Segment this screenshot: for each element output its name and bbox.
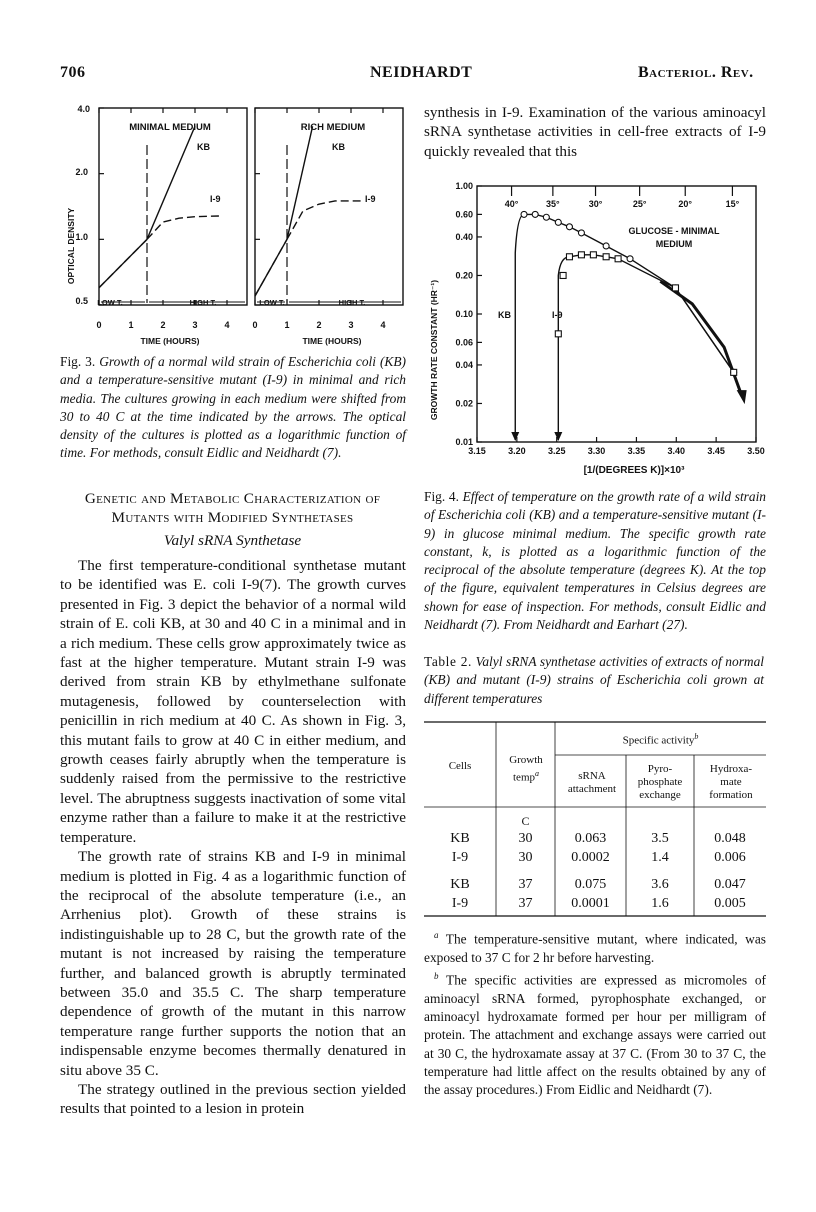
fig4-i9-point [590, 252, 596, 258]
fig4-x-axis-label: [1/(DEGREES K)]×10³ [583, 465, 685, 476]
fig3-x-tick-label: 1 [128, 320, 134, 330]
fig4-kb-point [521, 211, 527, 217]
fig4-series-i9-line [558, 255, 733, 440]
fig4-y-tick-label: 0.10 [455, 309, 473, 319]
fig4-top-tick-label: 25° [632, 199, 647, 209]
fig4-i9-point [731, 369, 737, 375]
fig4-y-tick-label: 0.04 [455, 359, 473, 370]
fig3-y-tick-label: 1.0 [75, 232, 88, 242]
subsection-heading: Valyl sRNA Synthetase [163, 532, 302, 549]
table-cell: 30 [518, 850, 533, 865]
table-2-title [424, 653, 764, 708]
fig4-merged-tail [660, 281, 740, 391]
fig4-x-tick-label: 3.15 [468, 446, 486, 456]
fig4-i9-arrowhead [554, 432, 562, 441]
fig4-annotation: GLUCOSE - MINIMAL [628, 226, 720, 236]
fig4-tail-arrowhead [737, 390, 747, 404]
figure-3-caption-text: Growth of a normal wild strain of Escherichia coli (KB) and a temperature-sensitive mutant (I-9) in minimal and rich media. The cultures growing in each medium were shifted from 30 to 40 C at the time indicated by the arrows. The optical density of the cultures is plotted as a logarithmic function of time. For methods, consult Eidlic and Neidhardt (7). [60, 354, 406, 461]
table-2-footnotes [424, 926, 766, 1100]
table-header-pyro: Pyro-phosphate exchange [637, 763, 683, 801]
fig4-x-tick-label: 3.30 [587, 446, 606, 456]
fig3-panel1-high-label: HIGH T. [189, 298, 217, 307]
table-cell: 0.075 [574, 877, 607, 892]
fig4-x-tick-label: 3.50 [747, 446, 765, 456]
fig3-series-i-9-line [287, 201, 361, 239]
fig4-y-tick-label: 0.20 [455, 270, 473, 281]
table-cell: 0.0001 [571, 896, 610, 911]
table-cell: KB [450, 831, 470, 846]
fig4-kb-point [532, 211, 538, 217]
table-cell: 0.047 [714, 877, 746, 892]
table-footnote-b-text: The specific activities are expressed as micromoles of aminoacyl sRNA formed, pyrophosphate exchanged, or aminoacyl hydroxamate formed per hour per milligram of protein. The attachment and exchange assays were carried out at 30 C, the hydroxamate assay at 37 C. (From 30 to 37 C, the temperature had little affect on the results obtained by any of the assay procedures.) From Eidlic and Neidhardt (7). [424, 972, 766, 1098]
fig4-i9-point [560, 272, 566, 278]
fig3-panel2-kb-label: KB [332, 142, 345, 152]
body-paragraph: The first temperature-conditional synthetase mutant to be identified was E. coli I-9(7). The growth curves presented in Fig. 3 depict the behavior of a normal wild strain of E. coli KB, at 30 and 40 C in a minimal and in a rich medium. These cells grow approximately twice as fast at the higher temperature. Mutant strain I-9 was derived from strain KB by ethylmethane sulfonate mutagenesis, followed by counterselection with penicillin in rich medium at 40 C. As shown in Fig. 3, this mutant fails to grow at 40 C in either medium, and growth ceases fairly abruptly when the temperature is suddenly raised from the permissive to the restrictive level. The abruptness suggests inactivation of some vital enzyme rather than a failure to make it at the restrictive temperature. [60, 557, 406, 846]
fig4-top-tick-label: 35° [546, 199, 560, 209]
table-cell: 3.5 [651, 831, 669, 846]
fig3-x-tick-label: 0 [252, 320, 258, 330]
footnote-marker: b [694, 732, 699, 741]
table-cell: 30 [518, 831, 533, 846]
fig3-x-tick-label: 1 [284, 320, 290, 330]
fig3-x-axis-label: TIME (HOURS) [140, 336, 200, 346]
section-heading-line2: Mutants with Modified Synthetases [111, 509, 354, 527]
table-cell: I-9 [451, 850, 469, 865]
fig4-x-tick-label: 3.45 [707, 446, 725, 456]
table-footnote-a-text: The temperature-sensitive mutant, where indicated, was exposed to 37 C for 2 hr before harvesting. [424, 931, 766, 965]
running-head-journal: Bacteriol. Rev. [638, 64, 754, 81]
fig4-y-tick-label: 0.06 [455, 337, 473, 348]
table-cell: 0.048 [714, 831, 746, 846]
fig3-panel1-title: MINIMAL MEDIUM [129, 122, 211, 133]
fig3-series-kb-line [147, 126, 195, 239]
right-column-top-text [424, 103, 766, 161]
fig4-top-tick-label: 20° [678, 199, 693, 209]
fig3-x-tick-label: 0 [96, 320, 102, 330]
table-cell: 3.6 [651, 877, 669, 892]
fig4-i9-label: I-9 [552, 310, 563, 320]
fig3-panel2-i9-label: I-9 [365, 194, 376, 204]
table-cell: 0.0002 [571, 850, 610, 865]
fig3-y-tick-label: 2.0 [75, 167, 88, 177]
table-unit-row: C [521, 814, 530, 828]
table-header-growth-temp [500, 754, 552, 785]
table-header-growth-temp-text: Growth temp [509, 754, 543, 784]
fig4-kb-point [543, 214, 549, 220]
table-header-specific-activity [555, 732, 766, 747]
figure-3-caption [60, 353, 406, 463]
left-column-body [60, 556, 406, 1119]
fig4-top-tick-label: 15° [725, 199, 740, 209]
table-cell: I-9 [451, 896, 469, 911]
table-2-title-text: Valyl sRNA synthetase activities of extracts of normal (KB) and mutant (I-9) strains of Escherichia coli grown at different temperatures [424, 654, 764, 706]
body-paragraph: The strategy outlined in the previous section yielded results that pointed to a lesion in protein [60, 1080, 406, 1118]
figure-3-growth-curves [60, 100, 410, 350]
fig4-x-tick-label: 3.35 [627, 446, 646, 456]
fig4-top-tick-label: 30° [588, 199, 603, 209]
fig4-i9-point [555, 331, 561, 337]
fig4-kb-point [578, 230, 584, 236]
fig4-y-tick-label: 0.02 [455, 398, 473, 409]
fig3-panel2-title: RICH MEDIUM [300, 122, 366, 133]
table-cell: 37 [518, 877, 533, 892]
fig3-panel2-low-label: LOW T. [259, 298, 285, 307]
fig3-x-tick-label: 4 [224, 320, 230, 330]
fig3-y-axis-label: OPTICAL DENSITY [66, 207, 76, 285]
fig4-kb-arrowhead [511, 432, 519, 441]
table-header-hydroxa: Hydroxa-mate formation [709, 763, 753, 801]
table-cell: 0.006 [714, 850, 746, 865]
table-2-title-lead: Table 2. [424, 654, 473, 669]
figure-4-arrhenius-plot [424, 170, 768, 480]
footnote-marker: a [535, 769, 539, 778]
fig4-y-tick-label: 0.01 [455, 437, 473, 447]
page-number: 706 [60, 64, 86, 81]
figure-4-caption [424, 488, 766, 634]
fig3-x-tick-label: 4 [380, 320, 386, 330]
fig4-y-tick-label: 1.00 [455, 181, 473, 191]
fig3-x-axis-label: TIME (HOURS) [302, 336, 362, 346]
fig4-y-axis-label: GROWTH RATE CONSTANT (HR⁻¹) [429, 279, 439, 421]
running-head-author: NEIDHARDT [370, 64, 473, 81]
fig3-panel1-low-label: LOW T. [97, 298, 123, 307]
table-cell: 1.4 [651, 850, 669, 865]
fig4-kb-point [603, 243, 609, 249]
footnote-marker: b [434, 971, 439, 982]
figure-3-caption-lead: Fig. 3. [60, 354, 96, 369]
body-paragraph: The growth rate of strains KB and I-9 in minimal medium is plotted in Fig. 4 as a logarithmic function of the reciprocal of the absolute temperature (i.e., an Arrhenius plot). Growth of these strains is indistinguishable up to 28 C, but the growth rate of the mutant is not increased by raising the temperature further, and balanced growth is abruptly terminated between 35.0 and 35.5 C. The sharp temperature dependence of growth of the mutant in this narrow temperature range further supports the notion that an indispensable enzyme becomes thermally denatured in situ above 35 C. [60, 848, 406, 1079]
fig3-x-tick-label: 2 [316, 320, 322, 330]
fig4-i9-point [603, 254, 609, 260]
table-2 [424, 720, 766, 920]
table-cell: 37 [518, 896, 533, 911]
fig3-panel1-kb-label: KB [197, 142, 210, 152]
fig4-y-tick-label: 0.60 [455, 209, 473, 220]
fig4-top-tick-label: 40° [504, 199, 519, 209]
footnote-marker: a [434, 930, 439, 940]
figure-4-caption-text: Effect of temperature on the growth rate of a wild strain of Escherichia coli (KB) and a temperature-sensitive mutant (I-9) in glucose minimal medium. The specific growth rate constant, k, is plotted as a logarithmic function of the reciprocal of the absolute temperature (degrees K). At the top of the figure, equivalent temperatures in Celsius degrees are shown for ease of inspection. For methods, consult Eidlic and Neidhardt (7). From Neidhardt and Earhart (27). [424, 489, 766, 633]
table-cell: KB [450, 877, 470, 892]
table-footnote [424, 926, 766, 967]
fig4-kb-point [627, 256, 633, 262]
fig4-i9-point [672, 285, 678, 291]
fig3-x-tick-label: 3 [348, 320, 354, 330]
fig3-series-kb-line [99, 239, 147, 287]
fig4-kb-point [555, 219, 561, 225]
table-header-srna: sRNA attachment [567, 770, 617, 795]
fig4-x-tick-label: 3.20 [508, 446, 526, 456]
fig4-i9-point [615, 256, 621, 262]
fig4-i9-point [578, 252, 584, 258]
fig3-x-tick-label: 2 [160, 320, 166, 330]
fig4-kb-point [566, 224, 572, 230]
fig4-i9-point [566, 254, 572, 260]
table-cell: 1.6 [651, 896, 669, 911]
fig4-x-tick-label: 3.40 [667, 446, 686, 456]
fig4-annotation: MEDIUM [655, 239, 693, 249]
fig3-y-tick-label: 0.5 [75, 296, 88, 306]
fig3-panel-frame [99, 108, 247, 305]
fig3-series-kb-line [287, 126, 313, 239]
fig3-panel-frame [255, 108, 403, 305]
section-heading [60, 489, 405, 528]
fig4-kb-label: KB [498, 310, 511, 320]
fig4-y-tick-label: 0.40 [455, 231, 473, 242]
table-cell: 0.063 [574, 831, 607, 846]
table-header-specific-activity-text: Specific activity [622, 734, 695, 747]
fig4-series-kb-line [515, 214, 733, 440]
fig3-panel1-i9-label: I-9 [210, 194, 221, 204]
table-header-cells: Cells [448, 760, 472, 772]
figure-4-caption-lead: Fig. 4. [424, 489, 459, 504]
table-footnote [424, 967, 766, 1100]
fig3-x-tick-label: 3 [192, 320, 198, 330]
fig3-panel2-high-label: HIGH T. [338, 298, 366, 307]
table-cell: 0.005 [714, 896, 746, 911]
fig4-x-tick-label: 3.25 [547, 446, 566, 456]
body-paragraph: synthesis in I-9. Examination of the various aminoacyl sRNA synthetase activities in cell-free extracts of I-9 quickly revealed that this [424, 104, 766, 160]
fig3-series-i-9-line [147, 216, 221, 239]
fig3-y-tick-label: 4.0 [77, 104, 90, 114]
section-heading-line1: Genetic and Metabolic Characterization of [84, 490, 381, 507]
